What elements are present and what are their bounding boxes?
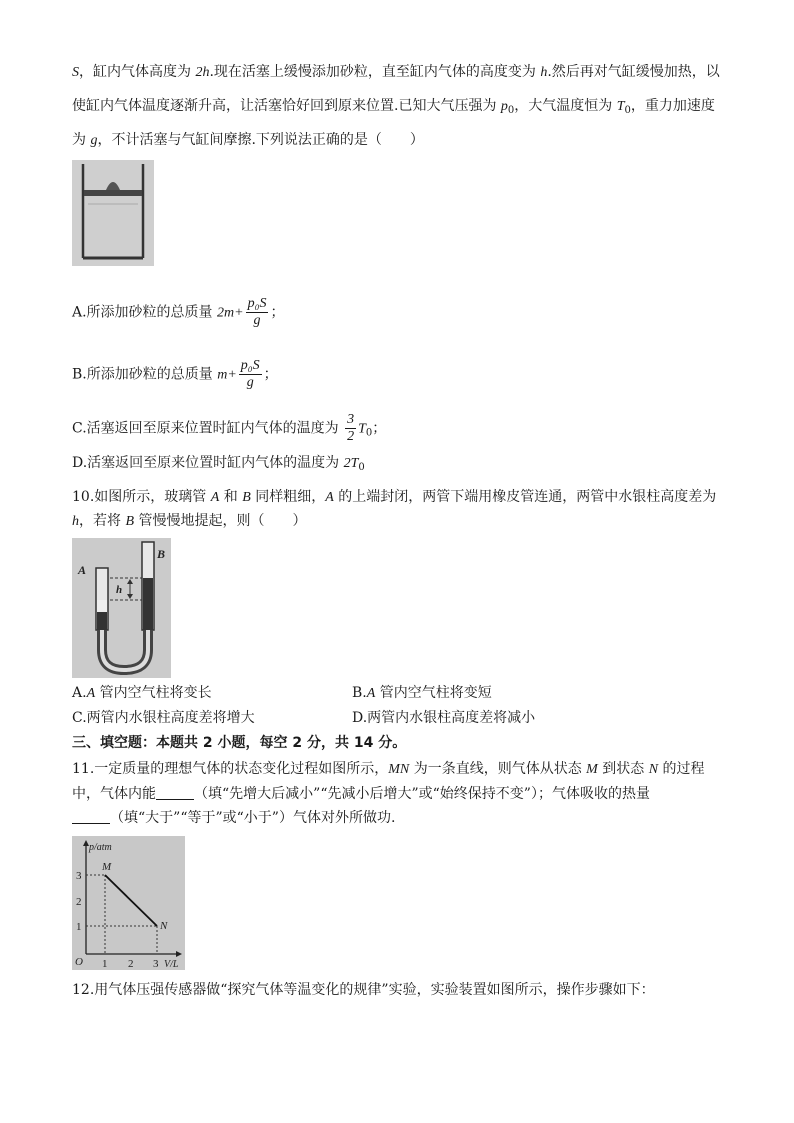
q11-stem-line-3: （填“大于”“等于”或“小于”）气体对外所做功.	[72, 808, 395, 828]
q11-stem-line-1: 11.一定质量的理想气体的状态变化过程如图所示，MN 为一条直线，则气体从状态 M 到状态 N 的过程	[72, 761, 705, 777]
label-a: A	[78, 563, 87, 577]
fraction: $\frac{\text{p₀S}}{g}$	[247, 296, 267, 328]
q9-intro-line-1: S，缸内气体高度为 2h.现在活塞上缓慢添加砂粒，直至缸内气体的高度变为 h.然后再对气缸缓慢加热，以	[72, 64, 720, 80]
label-h: h	[116, 584, 123, 596]
q10-option-b: B.A 管内空气柱将变短	[352, 685, 492, 701]
cylinder-diagram	[72, 160, 154, 266]
fraction: $\frac{\text{p₀S}}{g}$	[240, 358, 260, 390]
y-tick-1: 1	[76, 921, 82, 933]
q11-pv-graph	[72, 836, 185, 970]
fraction: $\frac{3}{2}$	[347, 412, 355, 444]
y-axis-label: p/atm	[89, 842, 112, 853]
q12-stem-line-1: 12.用气体压强传感器做“探究气体等温变化的规律”实验，实验装置如图所示，操作步骤如下：	[72, 982, 655, 998]
answer-blank-1[interactable]	[156, 785, 194, 800]
q10-stem-line-1: 10.如图所示，玻璃管 A 和 B 同样粗细，A 的上端封闭，两管下端用橡皮管连通，两管中水银柱高度差为	[72, 489, 717, 505]
y-tick-3: 3	[76, 870, 82, 882]
q9-intro-line-3: 为 g，不计活塞与气缸间摩擦.下列说法正确的是（ ）	[72, 132, 424, 148]
q10-option-d: D.两管内水银柱高度差将减小	[352, 710, 536, 726]
q10-stem-line-2: h，若将 B 管慢慢地提起，则（ ）	[72, 513, 307, 529]
q10-option-c: C.两管内水银柱高度差将增大	[72, 710, 255, 726]
q9-option-c: C.活塞返回至原来位置时缸内气体的温度为 $\frac{3}{2}$ $T_0$；	[72, 412, 387, 444]
point-n-label: N	[160, 920, 168, 932]
label-b: B	[157, 547, 166, 561]
q9-option-d: D.活塞返回至原来位置时缸内气体的温度为 $2T_0$	[72, 455, 365, 473]
q9-intro-line-2: 使缸内气体温度逐渐升高，让活塞恰好回到原来位置.已知大气压强为 $p_0$，大气温度恒为 $T_0$，重力加速度	[72, 98, 715, 116]
q9-option-a: A.所添加砂粒的总质量 2m+ $\frac{\text{p₀S}}{g}$ ；	[72, 296, 285, 328]
x-tick-1: 1	[102, 958, 108, 970]
y-tick-2: 2	[76, 896, 82, 908]
q11-stem-line-2: 中，气体内能 （填“先增大后减小”“先减小后增大”或“始终保持不变”）；气体吸收的热量	[72, 786, 650, 802]
origin-label: O	[75, 956, 83, 968]
pv-graph-svg	[72, 836, 185, 970]
section-heading: 三、填空题：本题共 2 小题，每空 2 分，共 14 分。	[72, 735, 407, 751]
x-tick-2: 2	[128, 958, 134, 970]
q10-u-tube-figure	[72, 538, 171, 678]
x-tick-3: 3	[153, 958, 159, 970]
point-m-label: M	[102, 861, 112, 873]
q10-option-a: A.A 管内空气柱将变长	[72, 685, 212, 701]
answer-blank-2[interactable]	[72, 809, 110, 824]
q9-cylinder-figure	[72, 160, 154, 266]
q9-option-b: B.所添加砂粒的总质量 m+ $\frac{\text{p₀S}}{g}$ ；	[72, 358, 278, 390]
u-tube-diagram	[72, 538, 171, 678]
x-axis-label: V/L	[164, 959, 179, 970]
